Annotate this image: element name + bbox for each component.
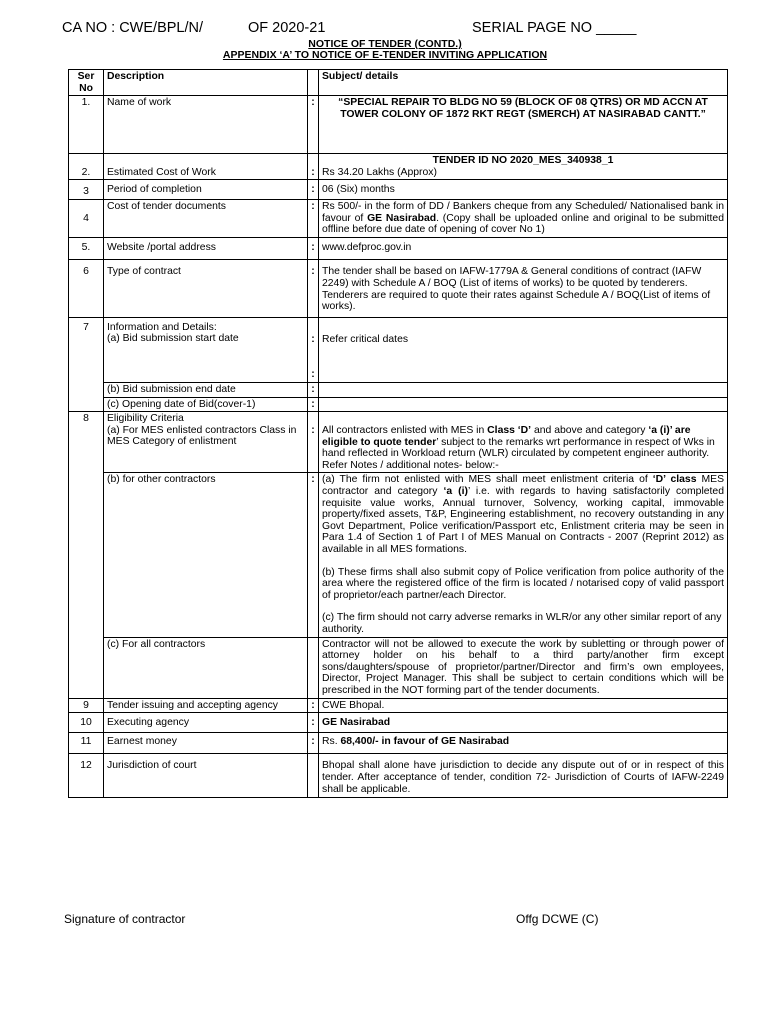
document-header bbox=[62, 20, 712, 38]
bid-start-date: Refer critical dates bbox=[322, 333, 409, 345]
header-description: Description bbox=[104, 70, 308, 96]
officer-signature: Offg DCWE (C) bbox=[516, 912, 599, 926]
bid-end-date bbox=[319, 382, 728, 397]
table-row: 9 Tender issuing and accepting agency : CWE Bhopal. bbox=[69, 698, 728, 713]
table-row: 7 Information and Details: (a) Bid submission start date : : Refer critical dates bbox=[69, 317, 728, 382]
bid-opening-date bbox=[319, 397, 728, 412]
table-row: 11 Earnest money : Rs. 68,400/- in favour of GE Nasirabad bbox=[69, 732, 728, 754]
header-subject: Subject/ details bbox=[319, 70, 728, 96]
table-row: 1. Name of work : “SPECIAL REPAIR TO BLDG NO 59 (BLOCK OF 08 QTRS) OR MD ACCN AT TOWER COLONY OF 1872 RKT REGT (SMERCH) AT NASIRABAD CANTT.” bbox=[69, 96, 728, 154]
appendix-title: APPENDIX ‘A’ TO NOTICE OF E-TENDER INVITING APPLICATION bbox=[222, 49, 548, 61]
contractor-signature: Signature of contractor bbox=[64, 912, 186, 926]
earnest-money: Rs. 68,400/- in favour of GE Nasirabad bbox=[319, 732, 728, 754]
tender-id: TENDER ID NO 2020_MES_340938_1 bbox=[432, 155, 614, 167]
contract-type: The tender shall be based on IAFW-1779A & General conditions of contract (IAFW 2249) with Schedule A / BOQ (List of items of works) to be quoted by tenderers. Tenderers are required to quote their rates against Schedule A / BOQ(List of items of works). bbox=[319, 260, 728, 317]
table-header-row bbox=[69, 70, 728, 96]
other-contractors-criteria: (a) The firm not enlisted with MES shall meet enlistment criteria of ‘D’ class MES contractor and category ‘a (i)’ i.e. with regards to having satisfactorily completed requisite value works, Annual turnover, Solvency, working capital, immovable property/fixed assets, T&P, Engineering establishment, no recovery outstanding in any Govt Department, Police verification/Passport etc, Enlistment criteria may be seen in Para 1.4 of Section 1 of Part I of MES Manual on Contracts - 2007 (Reprint 2012) as available in all MES formations. (b) These firms shall also submit copy of Police verification from police authority of the area where the registered office of the firm is located / notarised copy of valid passport of proprietor/each partner/each Director. (c) The firm should not carry adverse remarks in WLR/or any other similar report of any authority. bbox=[319, 473, 728, 637]
financial-year: OF 2020-21 bbox=[248, 20, 326, 36]
estimated-cost: Rs 34.20 Lakhs (Approx) bbox=[322, 166, 437, 178]
ca-number: CA NO : CWE/BPL/N/ bbox=[62, 20, 203, 36]
table-row: 12 Jurisdiction of court Bhopal shall alone have jurisdiction to decide any dispute out of or in respect of this tender. After acceptance of tender, condition 72- Jurisdiction of Courts of IAFW-2249 shall be applicable. bbox=[69, 754, 728, 798]
jurisdiction-of-court: Bhopal shall alone have jurisdiction to decide any dispute out of or in respect of this tender. After acceptance of tender, condition 72- Jurisdiction of Courts of IAFW-2249 shall be applicable. bbox=[319, 754, 728, 798]
table-row: 2. Estimated Cost of Work : TENDER ID NO 2020_MES_340938_1 Rs 34.20 Lakhs (Approx) bbox=[69, 154, 728, 180]
table-row: 10 Executing agency : GE Nasirabad bbox=[69, 713, 728, 733]
header-ser-no: Ser No bbox=[69, 70, 104, 96]
all-contractors-criteria: Contractor will not be allowed to execute the work by subletting or through power of attorney holder on his behalf to a third party/another firm except sons/daughters/spouse of proprietor/partner/Director and firm’s own employees, Director, Project Manager. This shall be subject to certain conditions which will be prescribed in the NOT forming part of the tender documents. bbox=[319, 637, 728, 698]
mes-enlisted-criteria: All contractors enlisted with MES in Class ‘D’ and above and category ‘a (i)’ are eligible to quote tender’ subject to the remarks wrt performance in respect of Wks in hand reflected in Workload return (WLR) circulated by competent engineer authority. Refer Notes / additional notes- below:- bbox=[319, 412, 728, 473]
notice-title: NOTICE OF TENDER (CONTD.) bbox=[308, 38, 462, 50]
tender-document-cost: Rs 500/- in the form of DD / Bankers cheque from any Scheduled/ Nationalised bank in favour of GE Nasirabad. (Copy shall be uploaded online and original to be submitted offline before due date of opening of cover No 1) bbox=[319, 199, 728, 237]
table-row: (c) Opening date of Bid(cover-1) : bbox=[69, 397, 728, 412]
table-row: 3 Period of completion : 06 (Six) months bbox=[69, 180, 728, 200]
tender-issuing-agency: CWE Bhopal. bbox=[319, 698, 728, 713]
name-of-work: “SPECIAL REPAIR TO BLDG NO 59 (BLOCK OF 08 QTRS) OR MD ACCN AT TOWER COLONY OF 1872 RKT REGT (SMERCH) AT NASIRABAD CANTT.” bbox=[319, 96, 728, 154]
table-row: 5. Website /portal address : www.defproc.gov.in bbox=[69, 237, 728, 260]
table-row: 6 Type of contract : The tender shall be based on IAFW-1779A & General conditions of contract (IAFW 2249) with Schedule A / BOQ (List of items of works) to be quoted by tenderers. Tenderers are required to quote their rates against Schedule A / BOQ(List of items of works). bbox=[69, 260, 728, 317]
executing-agency: GE Nasirabad bbox=[319, 713, 728, 733]
table-row: 4 Cost of tender documents : Rs 500/- in the form of DD / Bankers cheque from any Scheduled/ Nationalised bank in favour of GE Nasirabad. (Copy shall be uploaded online and original to be submitted offline before due date of opening of cover No 1) bbox=[69, 199, 728, 237]
serial-page-number: SERIAL PAGE NO _____ bbox=[472, 20, 637, 36]
table-row: (b) Bid submission end date : bbox=[69, 382, 728, 397]
table-row: (b) for other contractors : (a) The firm not enlisted with MES shall meet enlistment criteria of ‘D’ class MES contractor and category ‘a (i)’ i.e. with regards to having satisfactorily completed requisite value works, Annual turnover, Solvency, working capital, immovable property/fixed assets, T&P, Engineering establishment, no recovery outstanding in any Govt Department, Police verification/Passport etc, Enlistment criteria may be seen in Para 1.4 of Section 1 of Part I of MES Manual on Contracts - 2007 (Reprint 2012) as available in all MES formations. (b) These firms shall also submit copy of Police verification from police authority of the area where the registered office of the firm is located / notarised copy of valid passport of proprietor/each partner/each Director. (c) The firm should not carry adverse remarks in WLR/or any other similar report of any authority. bbox=[69, 473, 728, 637]
table-row: (c) For all contractors Contractor will not be allowed to execute the work by subletting or through power of attorney holder on his behalf to a third party/another firm except sons/daughters/spouse of proprietor/partner/Director and firm’s own employees, Director, Project Manager. This shall be subject to certain conditions which will be prescribed in the NOT forming part of the tender documents. bbox=[69, 637, 728, 698]
tender-details-table bbox=[68, 69, 728, 798]
completion-period: 06 (Six) months bbox=[319, 180, 728, 200]
website-address: www.defproc.gov.in bbox=[319, 237, 728, 260]
table-row: 8 Eligibility Criteria (a) For MES enlisted contractors Class in MES Category of enlistment : All contractors enlisted with MES in Class ‘D’ and above and category ‘a (i)’ are eligible to quote tender’ subject to the remarks wrt performance in respect of Wks in hand reflected in Workload return (WLR) circulated by competent engineer authority. Refer Notes / additional notes- below:- bbox=[69, 412, 728, 473]
